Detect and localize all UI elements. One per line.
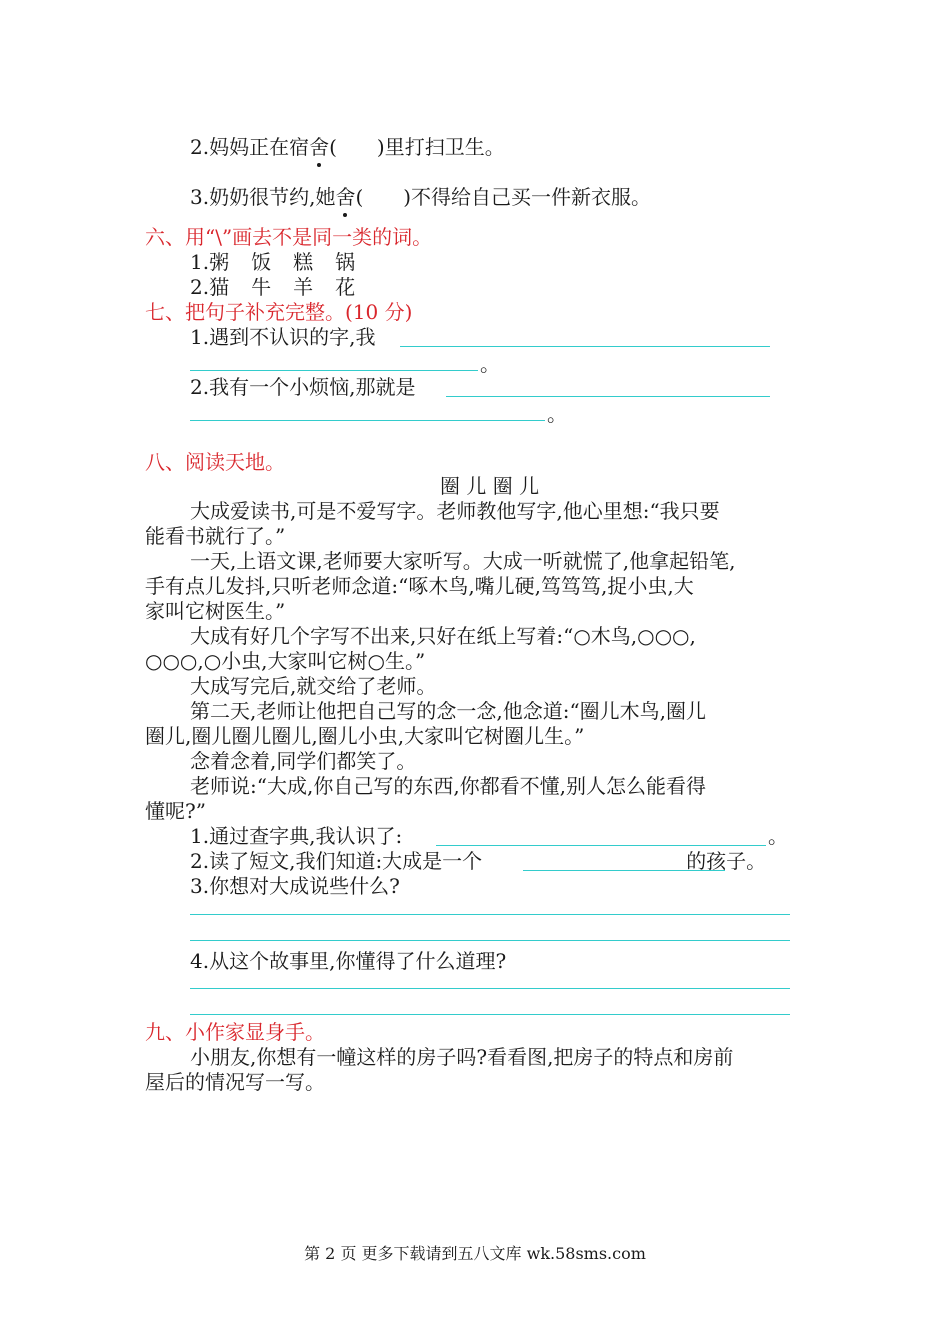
- story-line: 圈儿,圈儿圈儿圈儿,圈儿小虫,大家叫它树圈儿生。”: [145, 724, 585, 748]
- section-7-title: 七、把句子补充完整。(10 分): [145, 300, 413, 324]
- word-group-2: 2.猫 牛 羊 花: [190, 275, 356, 299]
- story-line: 大成写完后,就交给了老师。: [190, 674, 437, 698]
- page-footer: 第 2 页 更多下载请到五八文库 wk.58sms.com: [304, 1244, 646, 1263]
- answer-line[interactable]: [190, 940, 790, 941]
- section-9-line: 屋后的情况写一写。: [145, 1070, 325, 1094]
- answer-line[interactable]: [400, 346, 770, 347]
- q7-2: 2.我有一个小烦恼,那就是: [190, 375, 416, 399]
- story-line: 家叫它树医生。”: [145, 599, 286, 623]
- word[interactable]: 饭: [251, 250, 272, 274]
- answer-line[interactable]: [190, 420, 545, 421]
- period: 。: [768, 824, 788, 848]
- story-line: 能看书就行了。”: [145, 524, 286, 548]
- word[interactable]: 锅: [335, 250, 356, 274]
- answer-line[interactable]: [190, 988, 790, 989]
- word-group-1: 1.粥 饭 糕 锅: [190, 250, 356, 274]
- word[interactable]: 粥: [209, 250, 230, 274]
- word[interactable]: 牛: [251, 275, 272, 299]
- answer-line[interactable]: [190, 1014, 790, 1015]
- word[interactable]: 糕: [293, 250, 314, 274]
- dotted-char: 舍: [335, 185, 356, 209]
- section-9-line: 小朋友,你想有一幢这样的房子吗?看看图,把房子的特点和房前: [190, 1045, 734, 1069]
- q8-2: 2.读了短文,我们知道:大成是一个 的孩子。: [190, 849, 767, 873]
- q7-1: 1.遇到不认识的字,我: [190, 325, 376, 349]
- story-line: 大成爱读书,可是不爱写字。老师教他写字,他心里想:“我只要: [190, 499, 720, 523]
- dotted-char: 舍: [309, 135, 330, 159]
- period: 。: [547, 402, 567, 426]
- section-6-title: 六、用“\”画去不是同一类的词。: [145, 225, 433, 249]
- story-line: 第二天,老师让他把自己写的念一念,他念道:“圈儿木鸟,圈儿: [190, 699, 707, 723]
- word[interactable]: 羊: [293, 275, 314, 299]
- answer-line[interactable]: [190, 370, 478, 371]
- answer-line[interactable]: [446, 396, 770, 397]
- answer-line[interactable]: [523, 870, 725, 871]
- q5-2: 2.妈妈正在宿舍( )里打扫卫生。: [190, 135, 505, 159]
- section-8-title: 八、阅读天地。: [145, 450, 285, 474]
- word[interactable]: 猫: [209, 275, 230, 299]
- story-title: 圈 儿 圈 儿: [440, 474, 540, 498]
- story-line: 念着念着,同学们都笑了。: [190, 749, 417, 773]
- period: 。: [480, 352, 500, 376]
- answer-line[interactable]: [190, 914, 790, 915]
- q5-3: 3.奶奶很节约,她舍( )不得给自己买一件新衣服。: [190, 185, 652, 209]
- word[interactable]: 花: [335, 275, 356, 299]
- q8-4: 4.从这个故事里,你懂得了什么道理?: [190, 949, 507, 973]
- story-line: 一天,上语文课,老师要大家听写。大成一听就慌了,他拿起铅笔,: [190, 549, 736, 573]
- story-line: ○○○,○小虫,大家叫它树○生。”: [145, 649, 426, 673]
- story-line: 懂呢?”: [145, 799, 206, 823]
- q8-3: 3.你想对大成说些什么?: [190, 874, 400, 898]
- q8-1: 1.通过查字典,我认识了:: [190, 824, 403, 848]
- answer-line[interactable]: [436, 845, 766, 846]
- story-line: 老师说:“大成,你自己写的东西,你都看不懂,别人怎么能看得: [190, 774, 707, 798]
- story-line: 大成有好几个字写不出来,只好在纸上写着:“○木鸟,○○○,: [190, 624, 696, 648]
- section-9-title: 九、小作家显身手。: [145, 1020, 325, 1044]
- story-line: 手有点儿发抖,只听老师念道:“啄木鸟,嘴儿硬,笃笃笃,捉小虫,大: [145, 574, 694, 598]
